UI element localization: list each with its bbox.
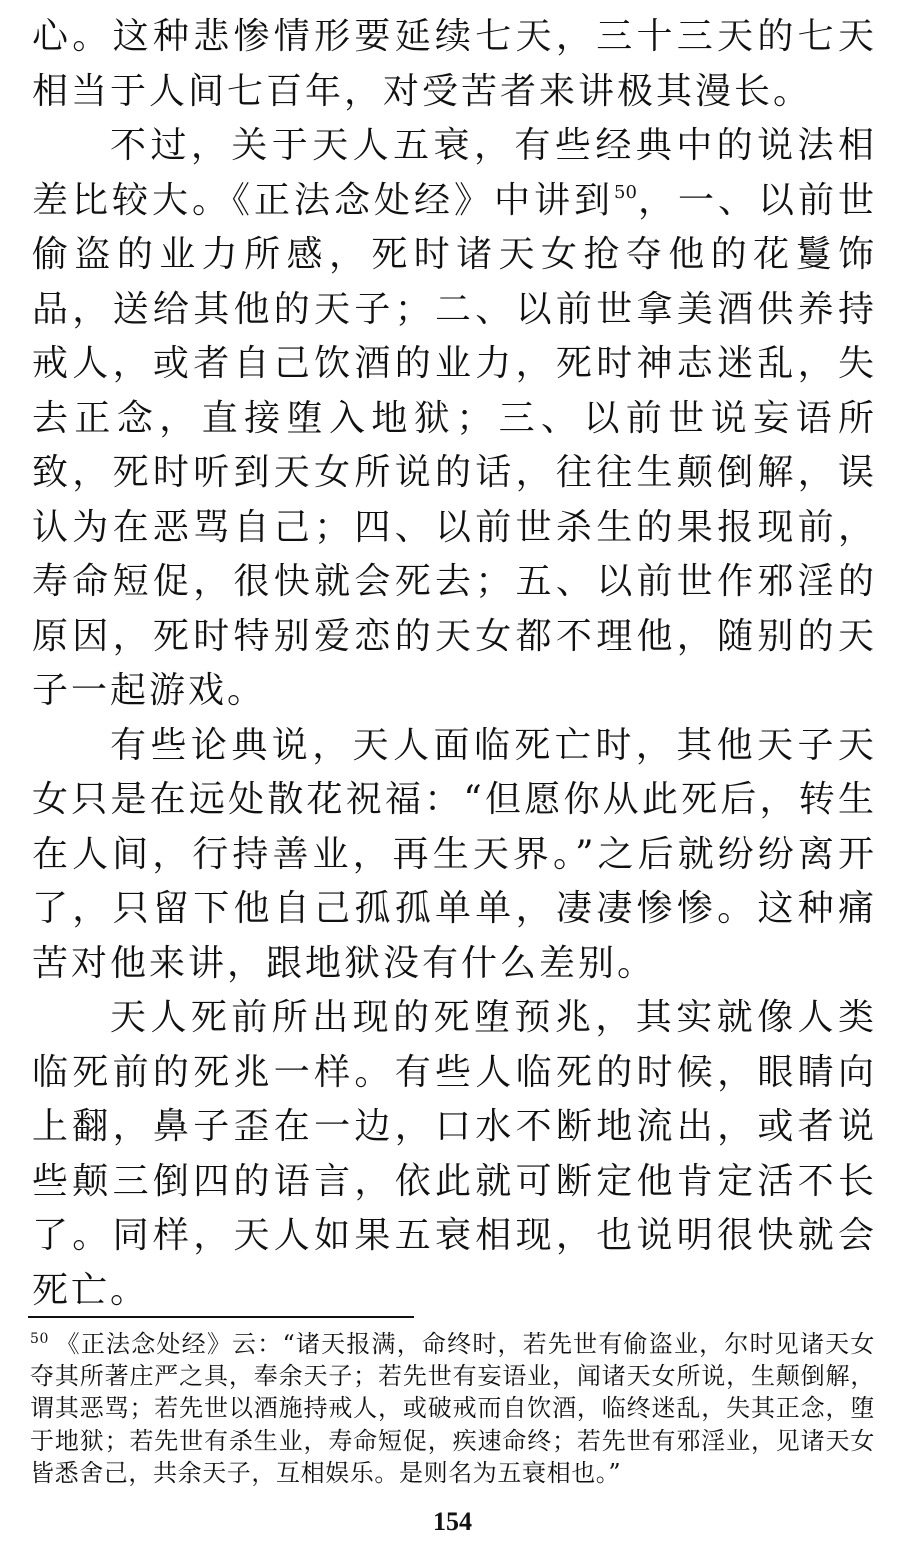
footnote-divider [28, 1316, 414, 1318]
footnote-reference[interactable]: 50 [614, 181, 637, 203]
footnote-number: 50 [30, 1331, 50, 1347]
paragraph-4: 天人死前所出现的死堕预兆，其实就像人类临死前的死兆一样。有些人临死的时候，眼睛向上翻，鼻子歪在一边，口水不断地流出，或者说些颠三倒四的语言，依此就可断定他肯定活不长了。同样，天人如果五衰相现，也说明很快就会死亡。 [32, 997, 877, 1311]
paragraph-2-text-before: 不过，关于天人五衰，有些经典中的说法相差比较大。《正法念处经》中讲到 [32, 125, 877, 221]
page-number: 154 [433, 1507, 472, 1536]
main-text [32, 10, 877, 1318]
paragraph-3: 有些论典说，天人面临死亡时，其他天子天女只是在远处散花祝福：“但愿你从此死后，转生在人间，行持善业，再生天界。”之后就纷纷离开了，只留下他自己孤孤单单，凄凄惨惨。这种痛苦对他来讲，跟地狱没有什么差别。 [32, 724, 877, 984]
footnote-text: 《正法念处经》云：“诸天报满，命终时，若先世有偷盗业，尔时见诸天女夺其所著庄严之具，奉余天子；若先世有妄语业，闻诸天女所说，生颠倒解，谓其恶骂；若先世以酒施持戒人，或破戒而自饮酒，临终迷乱，失其正念，堕于地狱；若先世有杀生业，寿命短促，疾速命终；若先世有邪淫业，见诸天女皆悉舍己，共余天子，互相娱乐。是则名为五衰相也。” [30, 1330, 875, 1487]
paragraph-2-text-after: ，一、以前世偷盗的业力所感，死时诸天女抢夺他的花鬘饰品，送给其他的天子；二、以前世拿美酒供养持戒人，或者自己饮酒的业力，死时神志迷乱，失去正念，直接堕入地狱；三、以前世说妄语所致，死时听到天女所说的话，往往生颠倒解，误认为在恶骂自己；四、以前世杀生的果报现前，寿命短促，很快就会死去；五、以前世作邪淫的原因，死时特别爱恋的天女都不理他，随别的天子一起游戏。 [32, 179, 877, 711]
paragraph-2 [32, 119, 877, 719]
paragraph-1: 心。这种悲惨情形要延续七天，三十三天的七天相当于人间七百年，对受苦者来讲极其漫长。 [32, 16, 877, 112]
footnote [30, 1328, 875, 1489]
